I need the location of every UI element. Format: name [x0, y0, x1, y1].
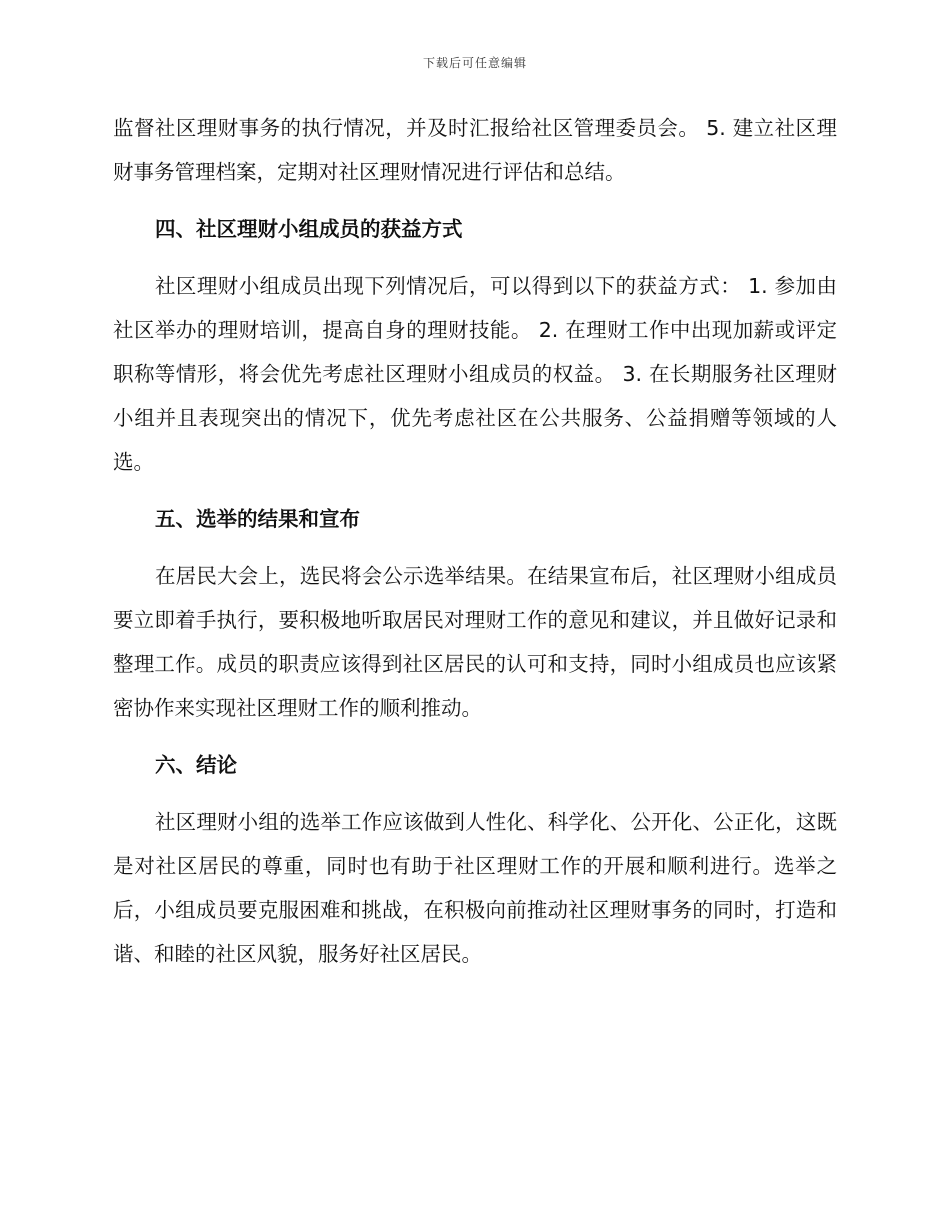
section-5-paragraph: 在居民大会上，选民将会公示选举结果。在结果宣布后，社区理财小组成员要立即着手执行，要积极地听取居民对理财工作的意见和建议，并且做好记录和整理工作。成员的职责应该得到社区居民的认可和支持，同时小组成员也应该紧密协作来实现社区理财工作的顺利推动。 [113, 564, 837, 720]
section-4-paragraph: 社区理财小组成员出现下列情况后，可以得到以下的获益方式： 1. 参加由社区举办的理财培训，提高自身的理财技能。 2. 在理财工作中出现加薪或评定职称等情形，将会优先考虑社区理财小组成员的权益。 3. 在长期服务社区理财小组并且表现突出的情况下，优先考虑社区在公共服务、公益捐赠等领域的人选。 [113, 274, 837, 474]
document-body [113, 106, 837, 976]
section-6-heading: 六、结论 [155, 753, 237, 777]
header-note: 下载后可任意编辑 [422, 56, 527, 70]
section-5-heading: 五、选举的结果和宣布 [155, 507, 360, 531]
intro-paragraph: 监督社区理财事务的执行情况，并及时汇报给社区管理委员会。 5. 建立社区理财事务管理档案，定期对社区理财情况进行评估和总结。 [113, 116, 837, 184]
section-4-heading: 四、社区理财小组成员的获益方式 [155, 217, 463, 241]
section-6-paragraph: 社区理财小组的选举工作应该做到人性化、科学化、公开化、公正化，这既是对社区居民的尊重，同时也有助于社区理财工作的开展和顺利进行。选举之后，小组成员要克服困难和挑战，在积极向前推动社区理财事务的同时，打造和谐、和睦的社区风貌，服务好社区居民。 [113, 810, 837, 966]
